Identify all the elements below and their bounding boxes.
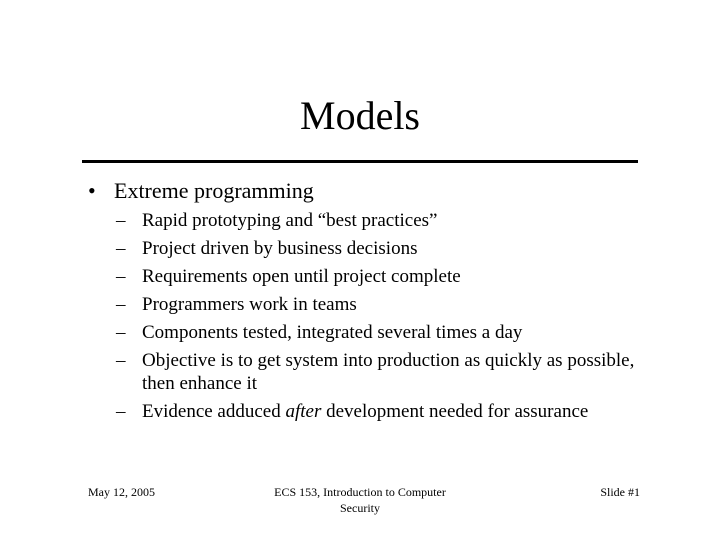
dash-marker: – xyxy=(116,210,126,231)
sub-bullet-text: Requirements open until project complete xyxy=(142,266,461,287)
footer-course: ECS 153, Introduction to Computer Security xyxy=(274,485,446,515)
sub-bullet-text: Project driven by business decisions xyxy=(142,238,418,259)
footer-slide-number: Slide #1 xyxy=(600,485,640,499)
slide-title: Models xyxy=(300,93,420,138)
sub-bullet-item xyxy=(88,293,648,316)
evidence-after-text: development needed for assurance xyxy=(321,401,589,422)
dash-marker: – xyxy=(116,266,126,287)
footer-date: May 12, 2005 xyxy=(88,485,155,499)
dash-marker: – xyxy=(116,401,126,422)
title-divider xyxy=(82,160,638,163)
sub-bullet-list xyxy=(88,209,648,423)
sub-bullet-item xyxy=(88,349,648,395)
sub-bullet-item xyxy=(88,209,648,232)
slide-body xyxy=(88,175,648,428)
sub-bullet-item xyxy=(88,400,648,423)
sub-bullet-text: Rapid prototyping and “best practices” xyxy=(142,210,438,231)
dash-marker: – xyxy=(116,350,126,371)
dash-marker: – xyxy=(116,322,126,343)
bullet-extreme-programming xyxy=(88,175,648,207)
bullet-marker: • xyxy=(88,178,96,203)
dash-marker: – xyxy=(116,294,126,315)
sub-bullet-text: Programmers work in teams xyxy=(142,294,357,315)
sub-bullet-text: Objective is to get system into production as quickly as possible, then enhance it xyxy=(142,350,635,394)
sub-bullet-item xyxy=(88,237,648,260)
sub-bullet-text: Components tested, integrated several times a day xyxy=(142,322,523,343)
dash-marker: – xyxy=(116,238,126,259)
sub-bullet-item xyxy=(88,321,648,344)
bullet-text: Extreme programming xyxy=(114,178,314,203)
emphasized-word: after xyxy=(285,401,322,422)
sub-bullet-item xyxy=(88,265,648,288)
evidence-before-text: Evidence adduced xyxy=(142,401,286,422)
